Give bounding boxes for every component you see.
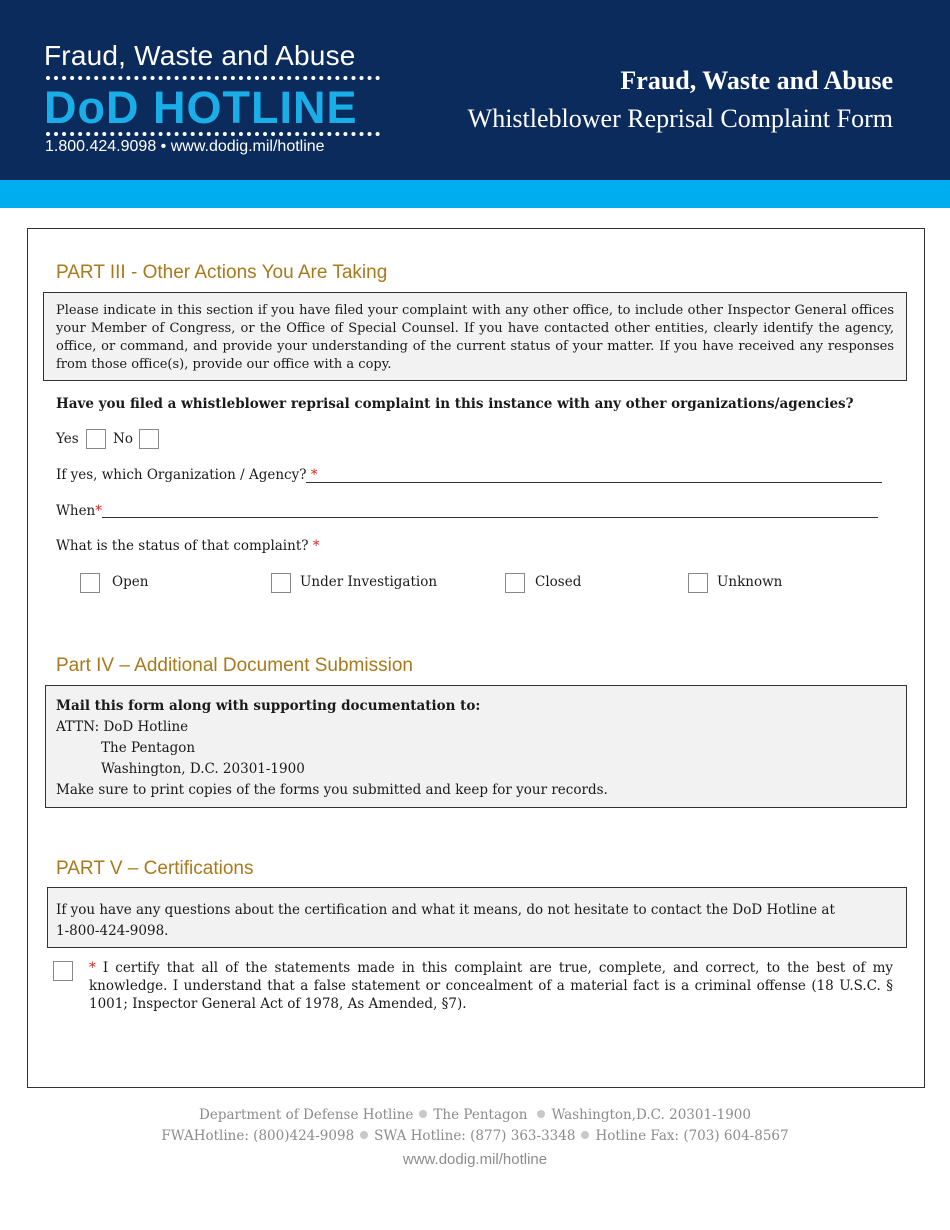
page-header <box>0 0 950 180</box>
footer-line1: Department of Defense Hotline The Pentagon Washington,D.C. 20301-1900 <box>199 1107 751 1123</box>
no-label: No <box>113 431 133 447</box>
part3-title: PART III - Other Actions You Are Taking <box>56 262 388 283</box>
org-label: If yes, which Organization / Agency? * <box>56 467 318 483</box>
status-label: What is the status of that complaint? * <box>56 538 320 554</box>
part5-info-line2: 1-800-424-9098. <box>56 923 169 939</box>
org-input[interactable] <box>306 482 882 483</box>
certify-statement: * I certify that all of the statements made in this complaint are true, complete, and correct, to the best of my knowledge. I understand that a false statement or concealment of a material fact is a criminal offense (18 U.S.C. § 1001; Inspector General Act of 1978, As Amended, §7). <box>89 960 894 1012</box>
mail-note: Make sure to print copies of the forms you submitted and keep for your records. <box>56 782 608 798</box>
status-open-label: Open <box>112 574 149 590</box>
yes-label: Yes <box>56 431 79 447</box>
mail-heading: Mail this form along with supporting documentation to: <box>56 698 481 714</box>
accent-band <box>0 180 950 208</box>
status-unknown-label: Unknown <box>717 574 783 590</box>
mail-address-line2: Washington, D.C. 20301-1900 <box>101 761 305 777</box>
status-under-investigation-checkbox[interactable] <box>271 573 291 593</box>
required-asterisk: * <box>89 960 96 976</box>
part4-info-box <box>45 685 907 808</box>
part3-info-box: Please indicate in this section if you have filed your complaint with any other office, to include other Inspector General offices your Member of Congress, or the Office of Special Counsel. If you have contacted other entities, clearly identify the agency, office, or command, and provide your understanding of the current status of your matter. If you have received any responses from those office(s), provide our office with a copy. <box>43 292 907 381</box>
mail-address-line1: The Pentagon <box>101 740 196 756</box>
part5-info-box <box>47 887 907 948</box>
mail-attn: ATTN: DoD Hotline <box>56 719 189 735</box>
when-input[interactable] <box>102 517 878 518</box>
status-closed-label: Closed <box>535 574 582 590</box>
status-closed-checkbox[interactable] <box>505 573 525 593</box>
required-asterisk: * <box>310 467 318 483</box>
part3-question: Have you filed a whistleblower reprisal complaint in this instance with any other organizations/agencies? <box>56 396 854 412</box>
logo-divider <box>46 132 380 136</box>
yes-checkbox[interactable] <box>86 429 106 449</box>
certify-checkbox[interactable] <box>53 961 73 981</box>
no-checkbox[interactable] <box>139 429 159 449</box>
page-subtitle: Whistleblower Reprisal Complaint Form <box>467 104 893 133</box>
required-asterisk: * <box>95 503 103 519</box>
footer-url[interactable]: www.dodig.mil/hotline <box>402 1151 548 1168</box>
logo-wordmark: DoD HOTLINE <box>44 82 358 133</box>
status-open-checkbox[interactable] <box>80 573 100 593</box>
status-under-investigation-label: Under Investigation <box>300 574 438 590</box>
page-title: Fraud, Waste and Abuse <box>620 66 893 95</box>
part5-info-line1: If you have any questions about the certification and what it means, do not hesitate to contact the DoD Hotline at <box>56 902 835 918</box>
when-label: When* <box>56 503 103 519</box>
logo-contact: 1.800.424.9098 • www.dodig.mil/hotline <box>45 138 325 155</box>
logo-divider <box>46 76 380 80</box>
logo-tagline: Fraud, Waste and Abuse <box>44 40 356 71</box>
footer-line2: FWAHotline: (800)424-9098 SWA Hotline: (877) 363-3348 Hotline Fax: (703) 604-8567 <box>161 1128 789 1144</box>
required-asterisk: * <box>312 538 320 554</box>
part5-title: PART V – Certifications <box>56 858 254 879</box>
part4-title: Part IV – Additional Document Submission <box>56 655 413 676</box>
status-unknown-checkbox[interactable] <box>688 573 708 593</box>
